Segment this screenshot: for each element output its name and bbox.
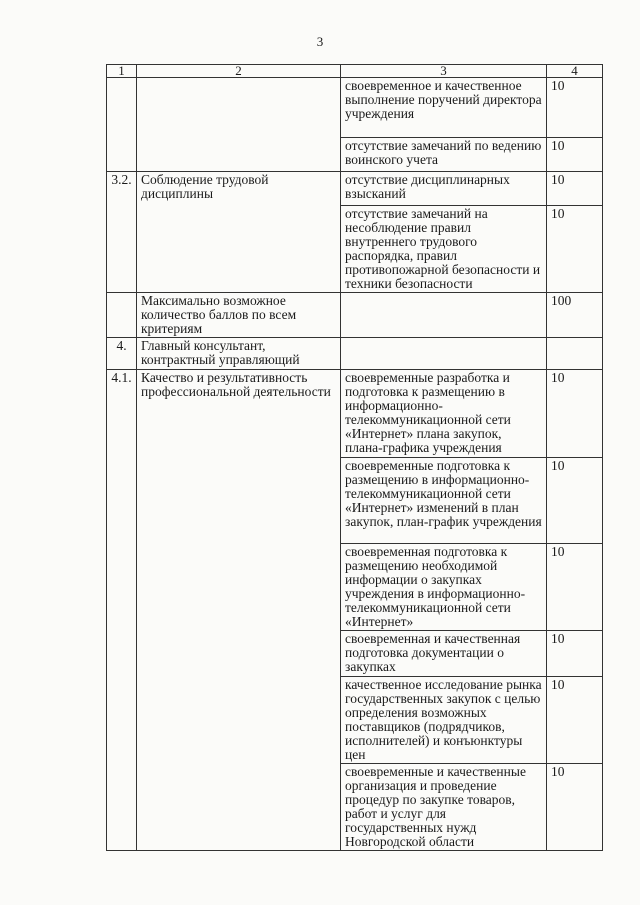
row-item: Соблюдение трудовой дисциплины [137, 172, 341, 293]
table-header-row [107, 65, 603, 78]
row-score: 10 [547, 544, 603, 631]
table-row [107, 293, 603, 338]
header-cell-2: 2 [137, 65, 341, 78]
row-score: 10 [547, 172, 603, 206]
row-criterion: отсутствие замечаний по ведению воинского учета [341, 138, 547, 172]
row-item: Максимально возможное количество баллов по всем критериям [137, 293, 341, 338]
row-score: 10 [547, 458, 603, 544]
row-score: 10 [547, 138, 603, 172]
header-cell-4: 4 [547, 65, 603, 78]
row-criterion: своевременные разработка и подготовка к размещению в информационно-телекоммуникационной сети «Интернет» плана закупок, плана-графика учреждения [341, 370, 547, 458]
table-row [107, 78, 603, 138]
header-cell-3: 3 [341, 65, 547, 78]
row-number [107, 293, 137, 338]
row-number: 3.2. [107, 172, 137, 293]
row-number: 4.1. [107, 370, 137, 851]
row-criterion: своевременные и качественные организация и проведение процедур по закупке товаров, работ и услуг для государственных нужд Новгородской области [341, 764, 547, 851]
row-criterion: качественное исследование рынка государственных закупок с целью определения возможных поставщиков (подрядчиков, исполнителей) и конъюнктуры цен [341, 677, 547, 764]
table-row [107, 172, 603, 206]
row-score: 10 [547, 206, 603, 293]
header-cell-1: 1 [107, 65, 137, 78]
row-criterion [341, 293, 547, 338]
row-criterion: своевременная подготовка к размещению необходимой информации о закупках учреждения в информационно-телекоммуникационной сети «Интернет» [341, 544, 547, 631]
row-criterion [341, 338, 547, 370]
row-criterion: своевременные подготовка к размещению в информационно-телекоммуникационной сети «Интернет» изменений в план закупок, план-график учреждения [341, 458, 547, 544]
row-score: 10 [547, 764, 603, 851]
row-number: 4. [107, 338, 137, 370]
row-number [107, 78, 137, 172]
row-item: Качество и результативность профессиональной деятельности [137, 370, 341, 851]
row-criterion: своевременная и качественная подготовка документации о закупках [341, 631, 547, 677]
row-criterion: отсутствие замечаний на несоблюдение правил внутреннего трудового распорядка, правил противопожарной безопасности и техники безопасности [341, 206, 547, 293]
row-criterion: отсутствие дисциплинарных взысканий [341, 172, 547, 206]
row-item: Главный консультант, контрактный управляющий [137, 338, 341, 370]
row-score: 10 [547, 370, 603, 458]
row-criterion: своевременное и качественное выполнение поручений директора учреждения [341, 78, 547, 138]
table-row [107, 338, 603, 370]
criteria-table [106, 64, 603, 851]
row-score: 10 [547, 631, 603, 677]
row-item [137, 78, 341, 172]
row-score [547, 338, 603, 370]
row-score: 10 [547, 78, 603, 138]
table-row [107, 370, 603, 458]
page-number: 3 [316, 34, 324, 49]
row-score: 100 [547, 293, 603, 338]
row-score: 10 [547, 677, 603, 764]
